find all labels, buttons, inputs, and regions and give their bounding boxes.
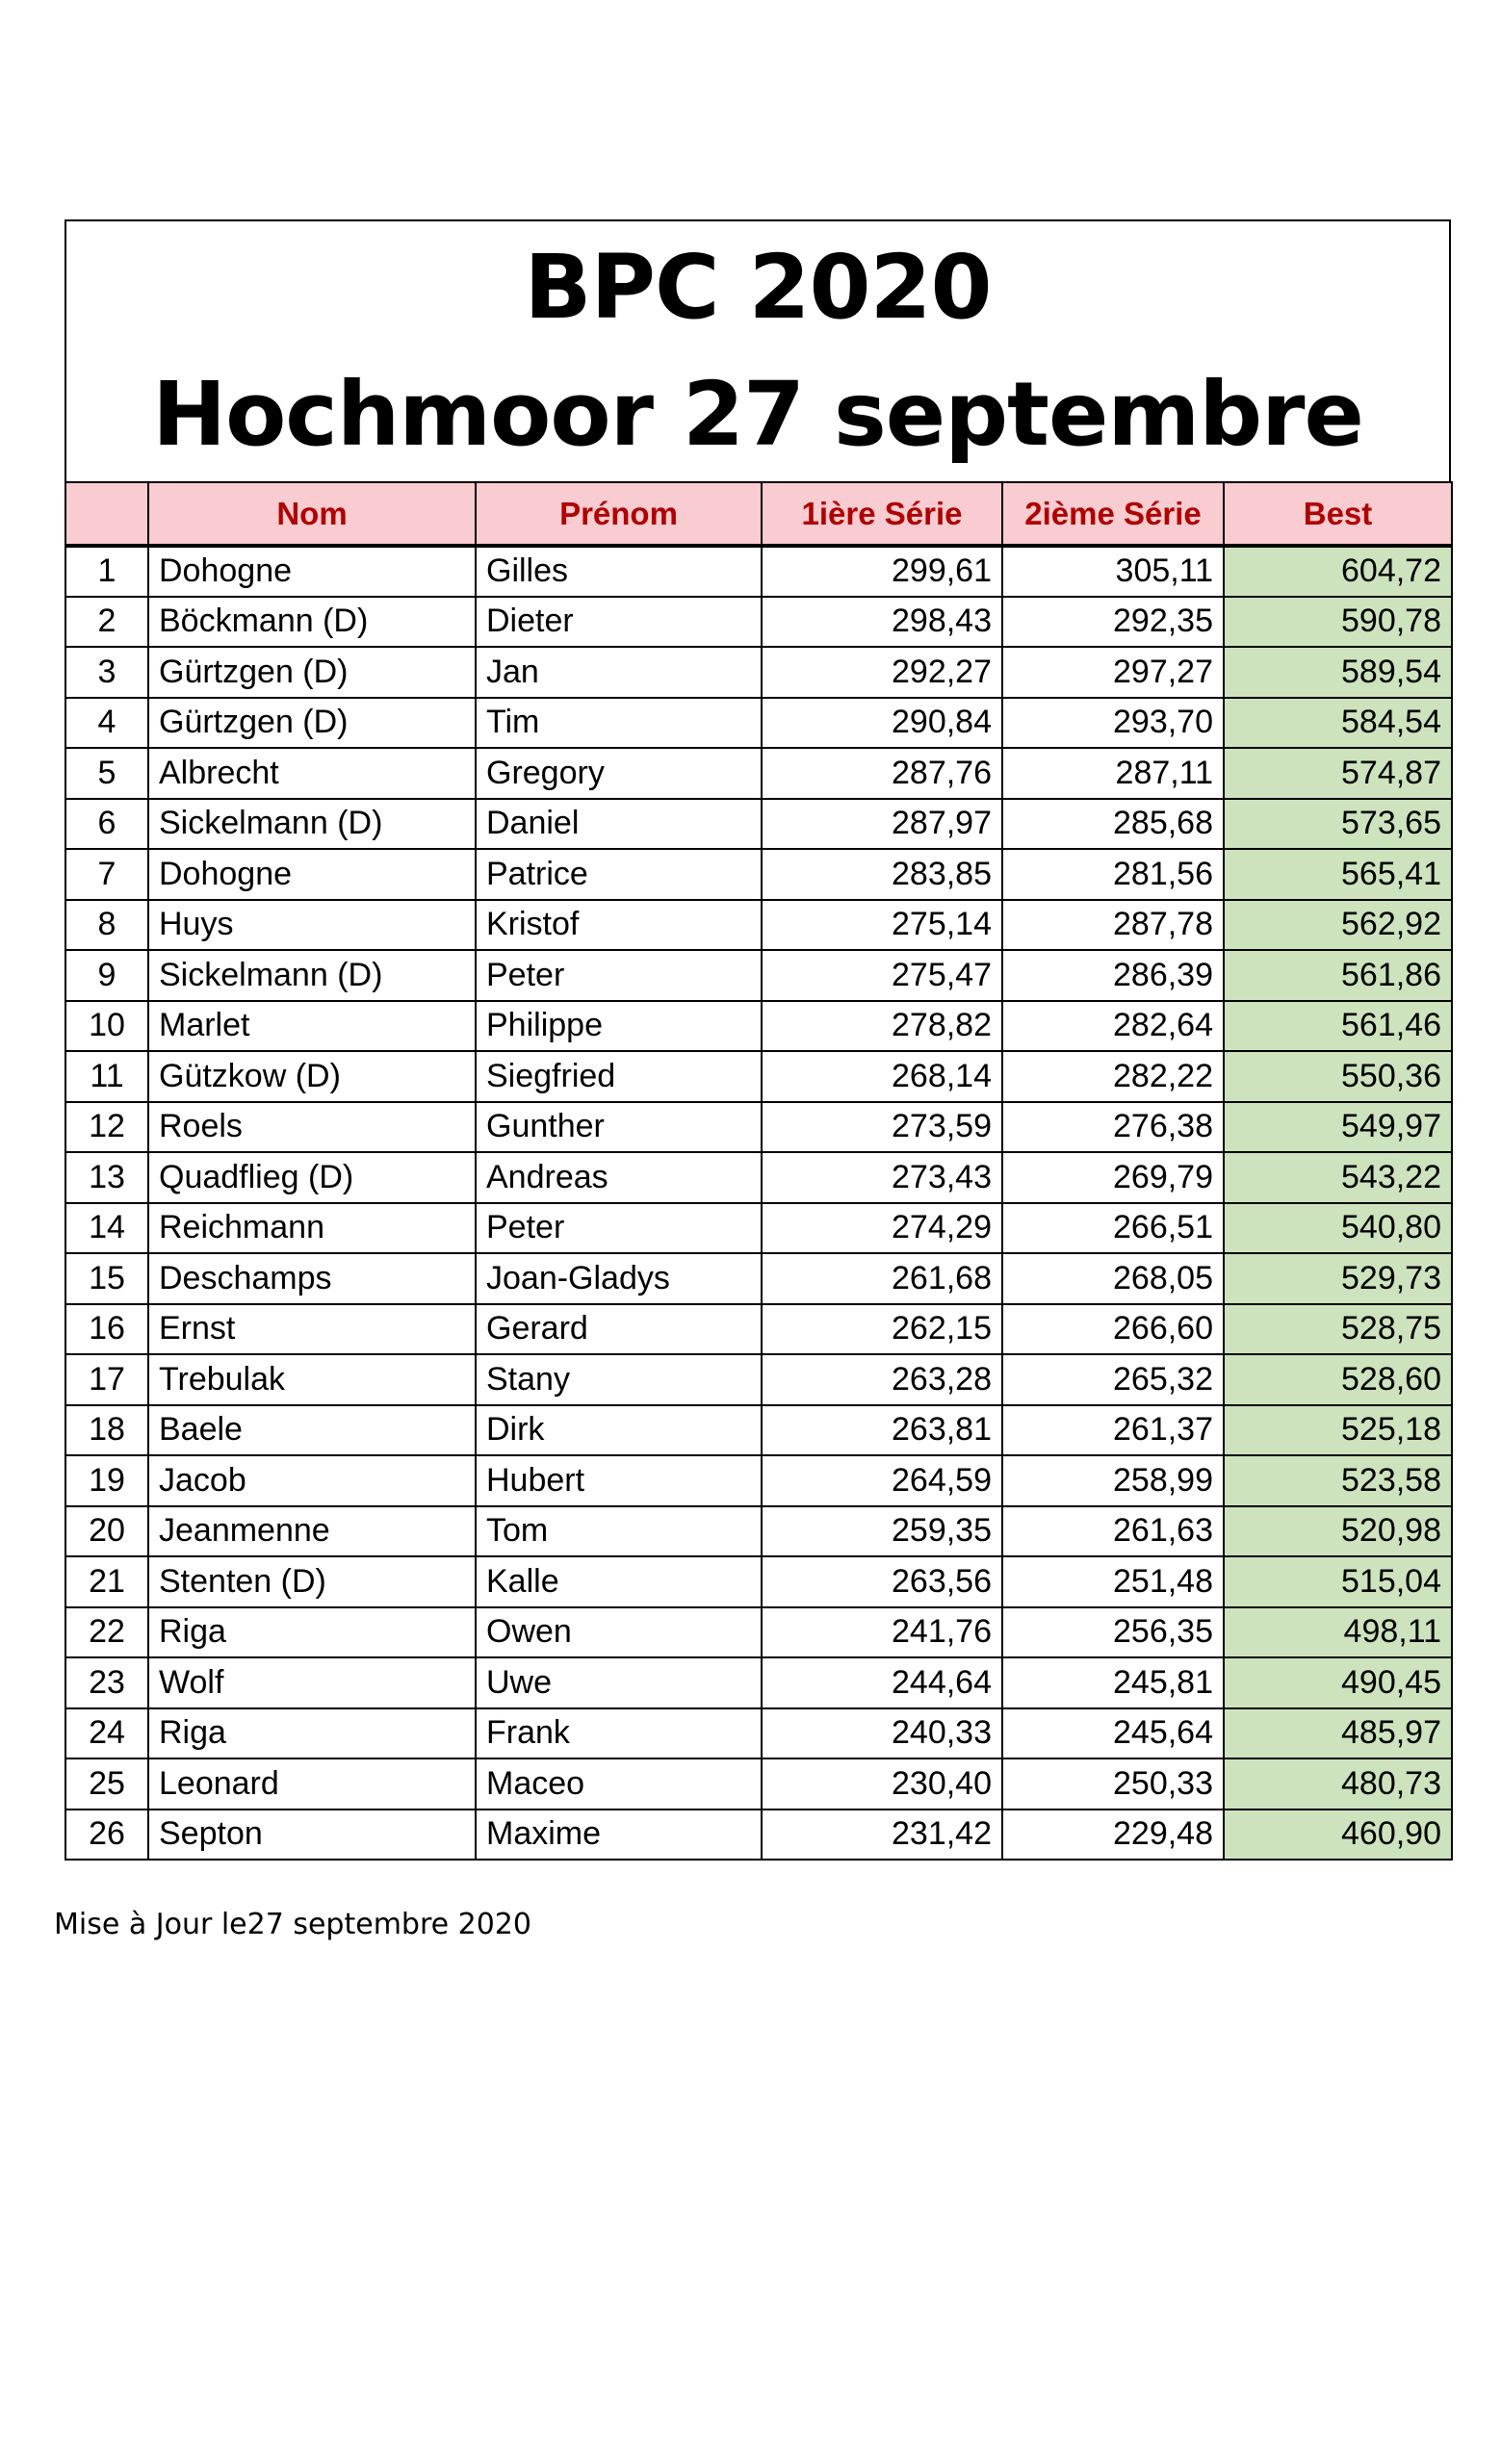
serie1-cell: 275,14 [762, 900, 1002, 951]
best-cell: 550,36 [1224, 1051, 1452, 1102]
best-cell: 561,46 [1224, 1001, 1452, 1052]
serie1-cell: 240,33 [762, 1708, 1002, 1759]
rank-cell: 25 [65, 1758, 148, 1810]
page-title: BPC 2020 [524, 236, 992, 339]
header-serie1: 1ière Série [762, 482, 1002, 546]
nom-cell: Dohogne [148, 849, 476, 900]
prenom-cell: Philippe [476, 1001, 762, 1052]
table-row [65, 1556, 1452, 1607]
prenom-cell: Kristof [476, 900, 762, 951]
best-cell: 529,73 [1224, 1253, 1452, 1304]
best-cell: 498,11 [1224, 1607, 1452, 1658]
prenom-cell: Andreas [476, 1152, 762, 1203]
rank-cell: 12 [65, 1102, 148, 1153]
prenom-cell: Dieter [476, 597, 762, 648]
rank-cell: 2 [65, 597, 148, 648]
header-serie2: 2ième Série [1002, 482, 1224, 546]
results-sheet [65, 219, 1451, 1861]
best-cell: 523,58 [1224, 1455, 1452, 1506]
serie2-cell: 269,79 [1002, 1152, 1224, 1203]
table-row [65, 1810, 1452, 1861]
serie1-cell: 263,81 [762, 1405, 1002, 1456]
nom-cell: Trebulak [148, 1354, 476, 1405]
serie2-cell: 268,05 [1002, 1253, 1224, 1304]
header-best: Best [1224, 482, 1452, 546]
serie1-cell: 241,76 [762, 1607, 1002, 1658]
nom-cell: Stenten (D) [148, 1556, 476, 1607]
prenom-cell: Daniel [476, 799, 762, 850]
table-row [65, 1253, 1452, 1304]
serie1-cell: 298,43 [762, 597, 1002, 648]
prenom-cell: Maxime [476, 1810, 762, 1861]
serie1-cell: 264,59 [762, 1455, 1002, 1506]
serie1-cell: 262,15 [762, 1304, 1002, 1355]
serie2-cell: 286,39 [1002, 950, 1224, 1001]
table-row [65, 546, 1452, 597]
table-row [65, 1152, 1452, 1203]
best-cell: 525,18 [1224, 1405, 1452, 1456]
nom-cell: Böckmann (D) [148, 597, 476, 648]
header-prenom: Prénom [476, 482, 762, 546]
nom-cell: Albrecht [148, 748, 476, 799]
prenom-cell: Tim [476, 698, 762, 749]
best-cell: 520,98 [1224, 1506, 1452, 1557]
rank-cell: 14 [65, 1203, 148, 1254]
serie1-cell: 273,59 [762, 1102, 1002, 1153]
table-row [65, 1657, 1452, 1708]
rank-cell: 4 [65, 698, 148, 749]
serie2-cell: 265,32 [1002, 1354, 1224, 1405]
table-row [65, 1354, 1452, 1405]
serie2-cell: 266,51 [1002, 1203, 1224, 1254]
rank-cell: 6 [65, 799, 148, 850]
best-cell: 460,90 [1224, 1810, 1452, 1861]
serie1-cell: 287,76 [762, 748, 1002, 799]
table-row [65, 849, 1452, 900]
rank-cell: 19 [65, 1455, 148, 1506]
best-cell: 604,72 [1224, 546, 1452, 597]
serie1-cell: 274,29 [762, 1203, 1002, 1254]
nom-cell: Marlet [148, 1001, 476, 1052]
table-row [65, 647, 1452, 698]
prenom-cell: Gregory [476, 748, 762, 799]
serie1-cell: 292,27 [762, 647, 1002, 698]
rank-cell: 7 [65, 849, 148, 900]
serie1-cell: 273,43 [762, 1152, 1002, 1203]
nom-cell: Riga [148, 1607, 476, 1658]
nom-cell: Roels [148, 1102, 476, 1153]
prenom-cell: Uwe [476, 1657, 762, 1708]
table-row [65, 748, 1452, 799]
best-cell: 561,86 [1224, 950, 1452, 1001]
serie2-cell: 281,56 [1002, 849, 1224, 900]
serie2-cell: 287,78 [1002, 900, 1224, 951]
title-box [65, 219, 1451, 481]
prenom-cell: Patrice [476, 849, 762, 900]
table-row [65, 1405, 1452, 1456]
rank-cell: 13 [65, 1152, 148, 1203]
results-table [65, 481, 1453, 1861]
rank-cell: 23 [65, 1657, 148, 1708]
best-cell: 573,65 [1224, 799, 1452, 850]
best-cell: 515,04 [1224, 1556, 1452, 1607]
serie1-cell: 244,64 [762, 1657, 1002, 1708]
serie2-cell: 256,35 [1002, 1607, 1224, 1658]
best-cell: 565,41 [1224, 849, 1452, 900]
best-cell: 574,87 [1224, 748, 1452, 799]
table-row [65, 698, 1452, 749]
rank-cell: 16 [65, 1304, 148, 1355]
table-row [65, 1304, 1452, 1355]
nom-cell: Reichmann [148, 1203, 476, 1254]
serie2-cell: 282,64 [1002, 1001, 1224, 1052]
prenom-cell: Jan [476, 647, 762, 698]
serie1-cell: 268,14 [762, 1051, 1002, 1102]
rank-cell: 24 [65, 1708, 148, 1759]
prenom-cell: Peter [476, 950, 762, 1001]
nom-cell: Wolf [148, 1657, 476, 1708]
prenom-cell: Hubert [476, 1455, 762, 1506]
prenom-cell: Joan-Gladys [476, 1253, 762, 1304]
header-nom: Nom [148, 482, 476, 546]
rank-cell: 20 [65, 1506, 148, 1557]
serie2-cell: 250,33 [1002, 1758, 1224, 1810]
best-cell: 480,73 [1224, 1758, 1452, 1810]
serie1-cell: 275,47 [762, 950, 1002, 1001]
nom-cell: Baele [148, 1405, 476, 1456]
table-row [65, 597, 1452, 648]
prenom-cell: Peter [476, 1203, 762, 1254]
nom-cell: Deschamps [148, 1253, 476, 1304]
best-cell: 540,80 [1224, 1203, 1452, 1254]
rank-cell: 18 [65, 1405, 148, 1456]
table-row [65, 1708, 1452, 1759]
serie2-cell: 282,22 [1002, 1051, 1224, 1102]
prenom-cell: Gilles [476, 546, 762, 597]
serie1-cell: 261,68 [762, 1253, 1002, 1304]
serie2-cell: 276,38 [1002, 1102, 1224, 1153]
table-header [65, 482, 1452, 546]
serie2-cell: 258,99 [1002, 1455, 1224, 1506]
rank-cell: 21 [65, 1556, 148, 1607]
best-cell: 485,97 [1224, 1708, 1452, 1759]
serie2-cell: 266,60 [1002, 1304, 1224, 1355]
nom-cell: Huys [148, 900, 476, 951]
prenom-cell: Frank [476, 1708, 762, 1759]
table-row [65, 950, 1452, 1001]
serie2-cell: 261,37 [1002, 1405, 1224, 1456]
nom-cell: Quadflieg (D) [148, 1152, 476, 1203]
serie1-cell: 290,84 [762, 698, 1002, 749]
serie2-cell: 245,81 [1002, 1657, 1224, 1708]
best-cell: 590,78 [1224, 597, 1452, 648]
serie1-cell: 283,85 [762, 849, 1002, 900]
rank-cell: 26 [65, 1810, 148, 1861]
serie2-cell: 305,11 [1002, 546, 1224, 597]
table-row [65, 1001, 1452, 1052]
prenom-cell: Kalle [476, 1556, 762, 1607]
serie1-cell: 263,28 [762, 1354, 1002, 1405]
serie1-cell: 287,97 [762, 799, 1002, 850]
table-body [65, 546, 1452, 1860]
prenom-cell: Gerard [476, 1304, 762, 1355]
nom-cell: Sickelmann (D) [148, 950, 476, 1001]
best-cell: 543,22 [1224, 1152, 1452, 1203]
best-cell: 528,60 [1224, 1354, 1452, 1405]
rank-cell: 1 [65, 546, 148, 597]
prenom-cell: Gunther [476, 1102, 762, 1153]
nom-cell: Gützkow (D) [148, 1051, 476, 1102]
table-row [65, 1102, 1452, 1153]
serie2-cell: 251,48 [1002, 1556, 1224, 1607]
serie1-cell: 263,56 [762, 1556, 1002, 1607]
prenom-cell: Maceo [476, 1758, 762, 1810]
table-row [65, 1758, 1452, 1810]
table-row [65, 1607, 1452, 1658]
best-cell: 549,97 [1224, 1102, 1452, 1153]
table-row [65, 900, 1452, 951]
table-row [65, 799, 1452, 850]
serie2-cell: 245,64 [1002, 1708, 1224, 1759]
serie2-cell: 297,27 [1002, 647, 1224, 698]
serie1-cell: 278,82 [762, 1001, 1002, 1052]
nom-cell: Leonard [148, 1758, 476, 1810]
serie2-cell: 287,11 [1002, 748, 1224, 799]
rank-cell: 3 [65, 647, 148, 698]
serie1-cell: 259,35 [762, 1506, 1002, 1557]
table-row [65, 1203, 1452, 1254]
nom-cell: Dohogne [148, 546, 476, 597]
nom-cell: Jeanmenne [148, 1506, 476, 1557]
header-row [65, 482, 1452, 546]
nom-cell: Septon [148, 1810, 476, 1861]
best-cell: 589,54 [1224, 647, 1452, 698]
header-rank [65, 482, 148, 546]
serie1-cell: 230,40 [762, 1758, 1002, 1810]
nom-cell: Ernst [148, 1304, 476, 1355]
best-cell: 562,92 [1224, 900, 1452, 951]
prenom-cell: Tom [476, 1506, 762, 1557]
nom-cell: Riga [148, 1708, 476, 1759]
prenom-cell: Siegfried [476, 1051, 762, 1102]
update-note: Mise à Jour le27 septembre 2020 [54, 1908, 531, 1941]
prenom-cell: Dirk [476, 1405, 762, 1456]
serie2-cell: 285,68 [1002, 799, 1224, 850]
nom-cell: Jacob [148, 1455, 476, 1506]
rank-cell: 10 [65, 1001, 148, 1052]
best-cell: 490,45 [1224, 1657, 1452, 1708]
rank-cell: 17 [65, 1354, 148, 1405]
prenom-cell: Stany [476, 1354, 762, 1405]
prenom-cell: Owen [476, 1607, 762, 1658]
rank-cell: 22 [65, 1607, 148, 1658]
best-cell: 528,75 [1224, 1304, 1452, 1355]
nom-cell: Gürtzgen (D) [148, 698, 476, 749]
rank-cell: 5 [65, 748, 148, 799]
serie2-cell: 293,70 [1002, 698, 1224, 749]
serie2-cell: 229,48 [1002, 1810, 1224, 1861]
table-row [65, 1455, 1452, 1506]
rank-cell: 11 [65, 1051, 148, 1102]
rank-cell: 15 [65, 1253, 148, 1304]
rank-cell: 8 [65, 900, 148, 951]
best-cell: 584,54 [1224, 698, 1452, 749]
rank-cell: 9 [65, 950, 148, 1001]
serie2-cell: 261,63 [1002, 1506, 1224, 1557]
nom-cell: Sickelmann (D) [148, 799, 476, 850]
serie1-cell: 231,42 [762, 1810, 1002, 1861]
nom-cell: Gürtzgen (D) [148, 647, 476, 698]
page-subtitle: Hochmoor 27 septembre [152, 363, 1363, 466]
table-row [65, 1506, 1452, 1557]
table-row [65, 1051, 1452, 1102]
serie1-cell: 299,61 [762, 546, 1002, 597]
serie2-cell: 292,35 [1002, 597, 1224, 648]
